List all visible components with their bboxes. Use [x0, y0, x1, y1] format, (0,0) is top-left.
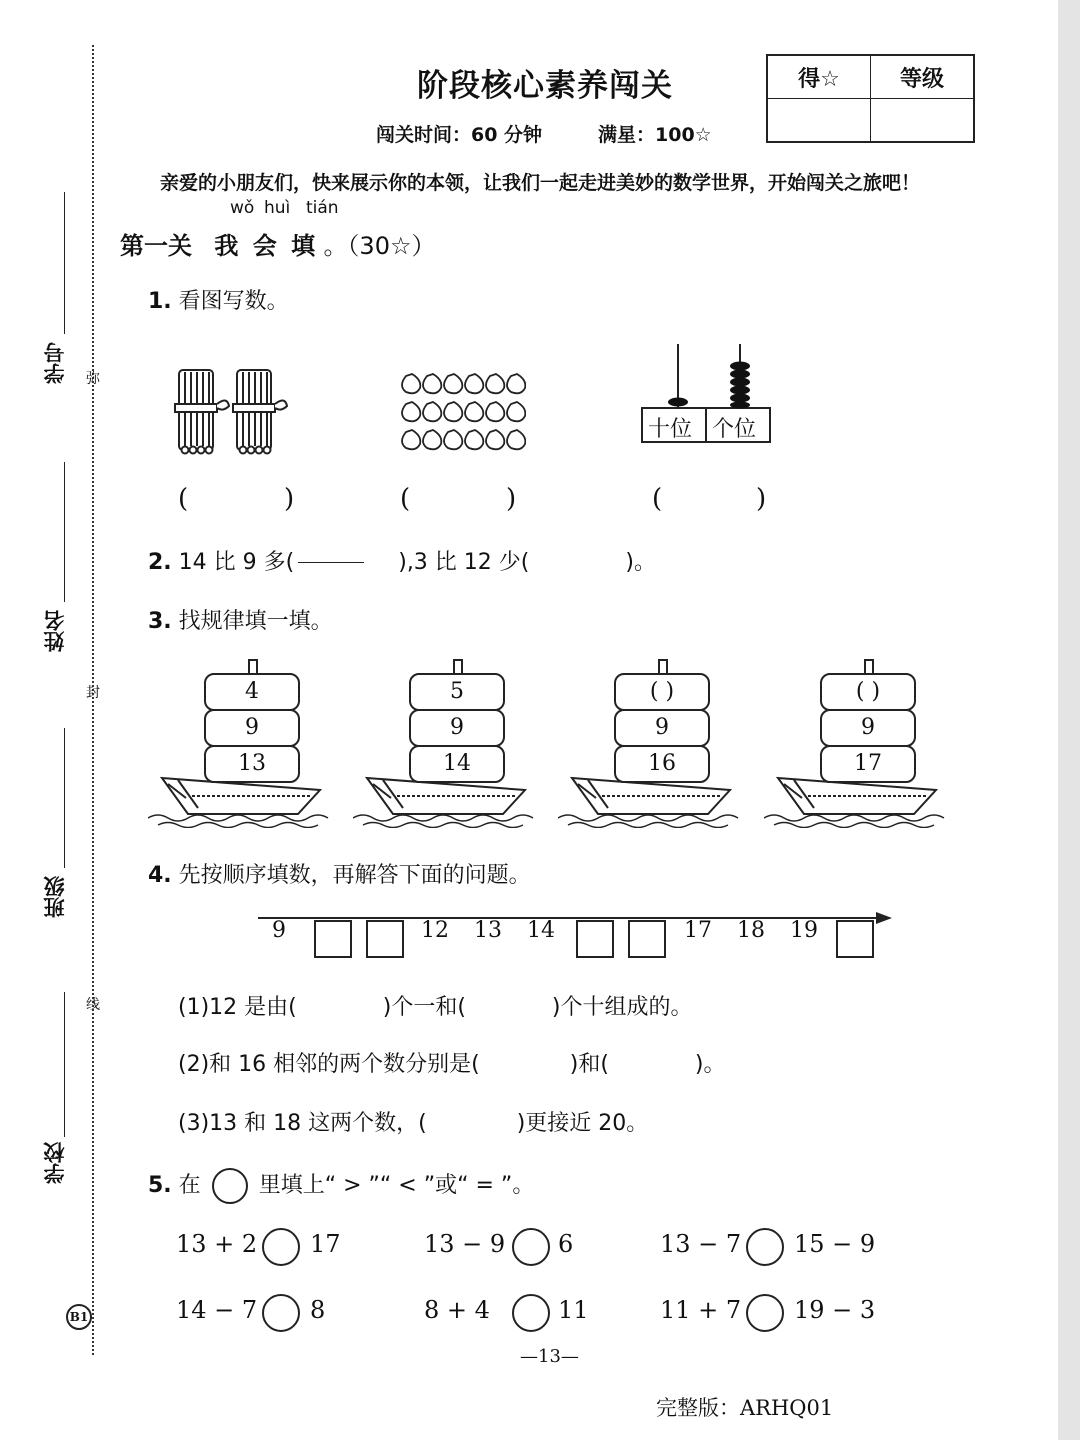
- boat-2-sail-2: 9: [409, 709, 505, 747]
- pinyin-wo: wǒ: [230, 198, 255, 218]
- q2-part2: ),3 比 12 少(: [398, 550, 530, 575]
- abacus-ones-label: 个位: [712, 417, 757, 442]
- boat-4-sail-3: 17: [820, 745, 916, 783]
- cmp-left-2-1: 14 − 7: [176, 1296, 258, 1324]
- nl-19: 19: [790, 918, 818, 943]
- nl-13: 13: [474, 918, 502, 943]
- page-edge: [1058, 0, 1080, 1440]
- cut-mark-mi: 弥: [86, 371, 100, 387]
- q1-answer-3-open: (: [652, 484, 663, 514]
- q4-sub2-a: (2)和 16 相邻的两个数分别是(: [178, 1052, 480, 1077]
- boat-2-sail-3: 14: [409, 745, 505, 783]
- boat-4-sail-1[interactable]: ( ): [820, 673, 916, 711]
- level-cell[interactable]: [871, 99, 975, 143]
- cmp-left-1-3: 13 − 7: [660, 1230, 742, 1258]
- cmp-circle-1-3[interactable]: [746, 1228, 784, 1266]
- pinyin-tian: tián: [306, 198, 339, 218]
- section-char-hui: 会: [252, 232, 277, 260]
- pinyin-hui: huì: [264, 198, 291, 218]
- cmp-right-1-3: 15 − 9: [794, 1230, 876, 1258]
- class-label: 班级: [43, 876, 67, 918]
- cmp-right-2-3: 19 − 3: [794, 1296, 876, 1324]
- cmp-circle-2-2[interactable]: [512, 1294, 550, 1332]
- boat-4-sail-2: 9: [820, 709, 916, 747]
- nl-14: 14: [527, 918, 555, 943]
- cmp-left-1-1: 13 + 2: [176, 1230, 258, 1258]
- score-table: [766, 54, 975, 143]
- nl-box-16[interactable]: [628, 920, 666, 958]
- q5-text-b: 里填上“ > ”“ < ”或“ = ”。: [258, 1173, 535, 1198]
- q4-sub1-a: (1)12 是由(: [178, 995, 297, 1020]
- cmp-right-2-1: 8: [310, 1296, 326, 1324]
- school-line: [64, 992, 65, 1137]
- book-badge: B1: [66, 1304, 92, 1330]
- page-number: —13—: [520, 1346, 579, 1367]
- cmp-right-2-2: 11: [558, 1296, 589, 1324]
- name-label: 姓名: [43, 610, 67, 652]
- cmp-right-1-1: 17: [310, 1230, 341, 1258]
- nl-12: 12: [421, 918, 449, 943]
- boat-3-sail-1[interactable]: ( ): [614, 673, 710, 711]
- q1-answer-2-open: (: [400, 484, 411, 514]
- nl-9: 9: [272, 918, 286, 943]
- q1-text: 看图写数。: [178, 289, 289, 314]
- q2-line: [148, 545, 656, 576]
- time-label: 闯关时间：60 分钟: [376, 124, 543, 146]
- q4-text: 先按顺序填数，再解答下面的问题。: [178, 863, 531, 888]
- q1-answer-1-close: ): [284, 484, 295, 514]
- section-char-tian: 填: [291, 232, 316, 260]
- nl-box-20[interactable]: [836, 920, 874, 958]
- score-cell[interactable]: [767, 99, 871, 143]
- bundle-1: [175, 370, 229, 454]
- bundle-2: [233, 370, 287, 454]
- number-line: [64, 192, 65, 334]
- score-header: 得☆: [767, 55, 871, 99]
- boat-1-sail-1: 4: [204, 673, 300, 711]
- q4-sub3: [178, 1106, 648, 1137]
- q4-sub2-b: )和(: [569, 1052, 609, 1077]
- cmp-circle-1-2[interactable]: [512, 1228, 550, 1266]
- q4-sub1: [178, 990, 693, 1021]
- q1-number: 1.: [148, 289, 172, 314]
- q1-answer-2-close: ): [506, 484, 517, 514]
- number-label: 学号: [43, 342, 67, 384]
- q3-heading: [148, 604, 333, 635]
- section-heading: [120, 226, 436, 261]
- version-code: 完整版：ARHQ01: [656, 1396, 834, 1420]
- q2-part3: )。: [625, 550, 656, 575]
- q4-sub3-b: )更接近 20。: [516, 1111, 649, 1136]
- cmp-circle-1-1[interactable]: [262, 1228, 300, 1266]
- cmp-left-2-2: 8 + 4: [424, 1296, 490, 1324]
- q4-sub2: [178, 1047, 726, 1078]
- boat-2-sail-1: 5: [409, 673, 505, 711]
- stick-bundles-image: [165, 360, 295, 460]
- abacus-tens-label: 十位: [648, 417, 693, 442]
- q3-text: 找规律填一填。: [178, 609, 333, 634]
- page-title: 阶段核心素养闯关: [417, 68, 673, 104]
- pears-image: [396, 364, 526, 460]
- full-score-label: 满星：100☆: [598, 124, 712, 146]
- q5-circle-icon: [212, 1168, 248, 1204]
- intro-text: 亲爱的小朋友们，快来展示你的本领，让我们一起走进美妙的数学世界，开始闯关之旅吧！: [160, 172, 921, 194]
- school-label: 学校: [43, 1142, 67, 1184]
- q3-number: 3.: [148, 609, 172, 634]
- nl-17: 17: [684, 918, 712, 943]
- q4-sub2-c: )。: [694, 1052, 726, 1077]
- nl-box-11[interactable]: [366, 920, 404, 958]
- q2-part1: 14 比 9 多(: [178, 550, 295, 575]
- cmp-circle-2-1[interactable]: [262, 1294, 300, 1332]
- section-suffix: 。（30☆）: [323, 232, 436, 260]
- section-prefix: 第一关: [120, 232, 192, 260]
- q4-sub1-b: )个一和(: [382, 995, 466, 1020]
- boat-3-sail-3: 16: [614, 745, 710, 783]
- cmp-left-2-3: 11 + 7: [660, 1296, 742, 1324]
- class-line: [64, 728, 65, 868]
- q1-answer-3-close: ): [756, 484, 767, 514]
- q2-number: 2.: [148, 550, 172, 575]
- cmp-left-1-2: 13 − 9: [424, 1230, 506, 1258]
- q5-number: 5.: [148, 1173, 172, 1198]
- q4-sub1-c: )个十组成的。: [551, 995, 693, 1020]
- nl-box-10[interactable]: [314, 920, 352, 958]
- q1-answer-1-open: (: [178, 484, 189, 514]
- cmp-right-1-2: 6: [558, 1230, 574, 1258]
- cmp-circle-2-3[interactable]: [746, 1294, 784, 1332]
- boat-3-sail-2: 9: [614, 709, 710, 747]
- boat-1-sail-2: 9: [204, 709, 300, 747]
- q4-heading: [148, 858, 531, 889]
- level-header: 等级: [871, 55, 975, 99]
- q2-blank-1[interactable]: [298, 562, 364, 563]
- q4-sub3-a: (3)13 和 18 这两个数，(: [178, 1111, 427, 1136]
- cut-mark-feng: 封: [86, 685, 100, 701]
- section-char-wo: 我: [214, 232, 239, 260]
- q1-heading: [148, 284, 289, 315]
- cut-mark-xian: 线: [86, 997, 100, 1013]
- nl-18: 18: [737, 918, 765, 943]
- nl-box-15[interactable]: [576, 920, 614, 958]
- q5-text-a: 在: [178, 1173, 201, 1198]
- q4-number: 4.: [148, 863, 172, 888]
- name-line: [64, 462, 65, 602]
- q5-heading: [148, 1168, 534, 1204]
- boat-1-sail-3: 13: [204, 745, 300, 783]
